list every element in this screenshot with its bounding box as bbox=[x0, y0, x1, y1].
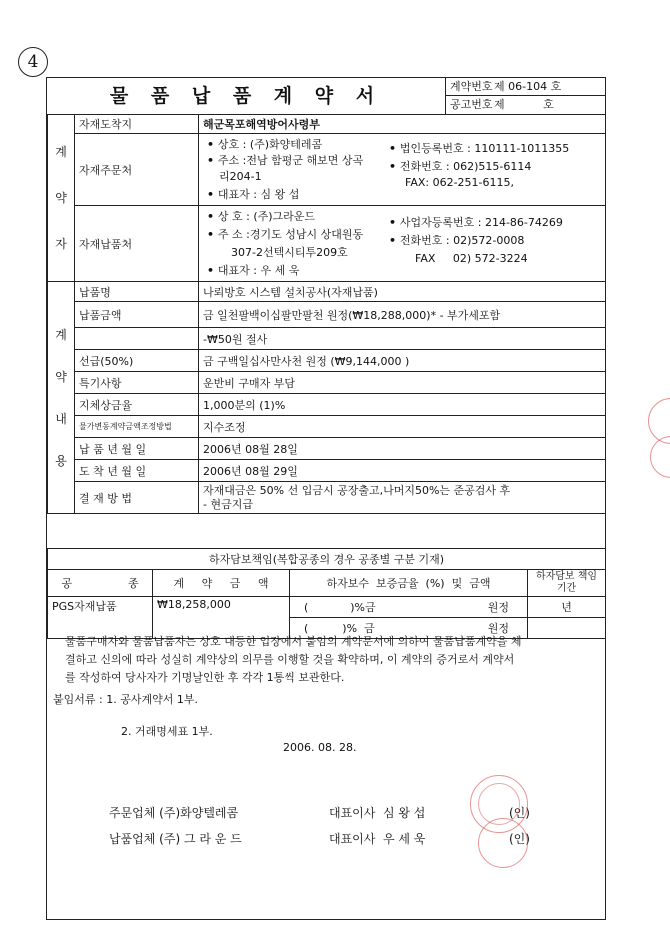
payment-label: 결 재 방 법 bbox=[75, 482, 199, 514]
attachment-2: 2. 거래명세표 1부. bbox=[121, 725, 213, 738]
agreement-line-3: 를 작성하여 당사자가 기명날인한 후 각각 1통씩 보관한다. bbox=[65, 671, 345, 684]
orderer-phone: 전화번호 : 062)515-6114 bbox=[399, 160, 532, 173]
price-adjust-value: 지수조정 bbox=[199, 416, 606, 438]
warranty-table bbox=[47, 548, 606, 639]
special-label: 특기사항 bbox=[75, 372, 199, 394]
delivery-date-value: 2006년 08월 28일 bbox=[199, 438, 606, 460]
contract-date: 2006. 08. 28. bbox=[283, 741, 357, 754]
supplier-seal: (인) bbox=[509, 832, 530, 846]
warranty-col-amount: 계 약 금 액 bbox=[153, 570, 290, 597]
payment-line-1: 자재대금은 50% 선 입금시 공장출고,나머지50%는 준공검사 후 bbox=[203, 483, 511, 497]
warranty-heading: 하자담보책임(복합공종의 경우 공종별 구분 기재) bbox=[48, 549, 606, 570]
notice-no-label: 공고번호 bbox=[450, 98, 493, 111]
red-edge-stamp-icon bbox=[650, 436, 670, 478]
notice-no-value: 제 호 bbox=[494, 98, 554, 111]
orderer-corp-reg: 법인등록번호 : 110111-1011355 bbox=[399, 142, 570, 155]
supplier-ceo: 대표자 : 우 세 욱 bbox=[217, 264, 300, 277]
contract-section-label: 계 약 내 용 bbox=[48, 282, 75, 514]
amount-label: 납품금액 bbox=[75, 302, 199, 328]
orderer-address-2: 리204-1 bbox=[219, 170, 262, 183]
contract-number-box bbox=[445, 78, 605, 114]
payment-value bbox=[199, 482, 606, 514]
warranty-rate-2: ( )% 금 원정 bbox=[290, 618, 528, 639]
parties-section-label: 계 약 자 bbox=[48, 115, 75, 282]
orderer-ceo: 대표자 : 심 왕 섭 bbox=[217, 188, 300, 201]
title-row bbox=[47, 78, 605, 115]
orderer-address: 주소 :전남 함평군 해보면 상곡 bbox=[217, 154, 364, 167]
buyer-ceo: 대표이사 심 왕 섭 bbox=[329, 806, 426, 820]
supplier-address-2: 307-2선텍시티투209호 bbox=[231, 246, 348, 259]
attachments bbox=[53, 691, 583, 709]
orderer-company: 상호 : (주)화양테레콤 bbox=[217, 138, 323, 151]
advance-value: 금 구백일십사만사천 원정 (₩9,144,000 ) bbox=[199, 350, 606, 372]
buyer-seal: (인) bbox=[509, 806, 530, 820]
product-value: 나뢰방호 시스템 설치공사(자재납품) bbox=[199, 282, 606, 302]
document-title: 물 품 납 품 계 약 서 bbox=[47, 78, 446, 114]
red-seal-stamp-icon bbox=[478, 818, 528, 868]
delivery-date-label: 납 품 년 월 일 bbox=[75, 438, 199, 460]
contract-table bbox=[47, 114, 606, 514]
delay-value: 1,000분의 (1)% bbox=[199, 394, 606, 416]
buyer-signature-label: 주문업체 (주)화양텔레콤 bbox=[109, 806, 239, 820]
orderer-info: • 상호 : (주)화양테레콤 • 주소 :전남 함평군 해보면 상곡 리204-1 • 대표자 : 심 왕 섭 • 법인등록번호 : 110111-1011355 • 전화번호 : 062)515-6114 FAX: 062-251-6115, bbox=[199, 134, 606, 206]
agreement-line-1: 물품구매자와 물품납품자는 상호 대등한 입장에서 붙임의 계약문서에 의하여 물품납품계약을 체 bbox=[65, 635, 522, 648]
delay-label: 지체상금율 bbox=[75, 394, 199, 416]
page-number: 4 bbox=[27, 52, 39, 72]
supplier-label: 자재납품처 bbox=[75, 206, 199, 282]
price-adjust-label: 물가변동계약금액조정방법 bbox=[75, 416, 199, 438]
warranty-col-work: 공 종 bbox=[48, 570, 153, 597]
amount-note-spacer bbox=[75, 328, 199, 350]
supplier-info: • 상 호 : (주)그라운드 • 주 소 :경기도 성남시 상대원동 307-2선텍시티투209호 • 대표자 : 우 세 욱 • 사업자등록번호 : 214-86-74269 • 전화번호 : 02)572-0008 FAX 02) 572-3224 bbox=[199, 206, 606, 282]
amount-note: -₩50원 절사 bbox=[199, 328, 606, 350]
warranty-rate-1: ( )%금 원정 bbox=[290, 597, 528, 618]
contract-no-value: 제 06-104 호 bbox=[494, 80, 562, 93]
warranty-col-guarantee: 하자보수 보증금율 (%) 및 금액 bbox=[290, 570, 528, 597]
advance-label: 선급(50%) bbox=[75, 350, 199, 372]
payment-line-2: - 현금지급 bbox=[203, 497, 253, 511]
supplier-company: 상 호 : (주)그라운드 bbox=[217, 210, 316, 223]
agreement-line-2: 결하고 신의에 따라 성실히 계약상의 의무를 이행할 것을 확약하며, 이 계약의 증거로서 계약서 bbox=[65, 653, 515, 666]
arrival-date-value: 2006년 08월 29일 bbox=[199, 460, 606, 482]
warranty-col-period: 하자담보 책임기간 bbox=[528, 570, 606, 597]
orderer-label: 자재주문처 bbox=[75, 134, 199, 206]
attachments-label: 붙임서류 : bbox=[53, 693, 103, 706]
special-value: 운반비 구매자 부담 bbox=[199, 372, 606, 394]
orderer-fax: FAX: 062-251-6115, bbox=[405, 176, 515, 189]
supplier-address: 주 소 :경기도 성남시 상대원동 bbox=[217, 228, 364, 241]
delivery-place-value: 해군목포해역방어사령부 bbox=[199, 115, 606, 134]
amount-value: 금 일천팔백이십팔만팔천 원정(₩18,288,000)* - 부가세포함 bbox=[199, 302, 606, 328]
warranty-row-amount: ₩18,258,000 bbox=[153, 597, 290, 639]
warranty-period-1: 년 bbox=[528, 597, 606, 618]
warranty-row-work: PGS자재납품 bbox=[48, 597, 153, 639]
supplier-biz-reg: 사업자등록번호 : 214-86-74269 bbox=[399, 216, 563, 229]
contract-no-label: 계약번호 bbox=[450, 80, 493, 93]
supplier-signature-label: 납품업체 (주) 그 라 운 드 bbox=[109, 832, 242, 846]
attachment-1: 1. 공사계약서 1부. bbox=[106, 693, 198, 706]
agreement-text bbox=[65, 633, 595, 687]
supplier-ceo: 대표이사 우 세 욱 bbox=[329, 832, 426, 846]
page-number-circle bbox=[18, 47, 48, 77]
supplier-fax: FAX 02) 572-3224 bbox=[415, 252, 528, 265]
supplier-phone: 전화번호 : 02)572-0008 bbox=[399, 234, 525, 247]
product-label: 납품명 bbox=[75, 282, 199, 302]
arrival-date-label: 도 착 년 월 일 bbox=[75, 460, 199, 482]
delivery-place-label: 자재도착지 bbox=[75, 115, 199, 134]
